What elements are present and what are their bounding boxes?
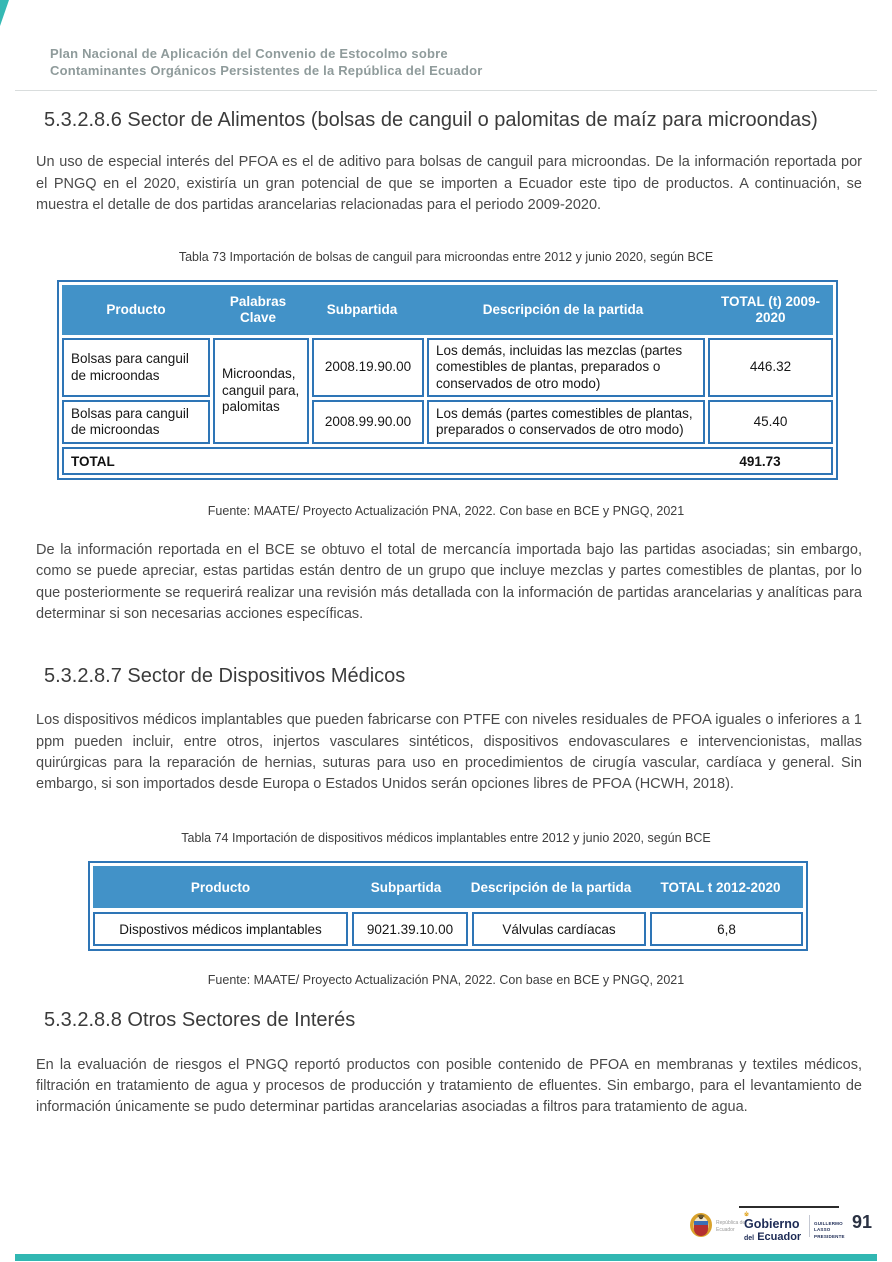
tabla73-col-palabras-clave: Palabras Clave (229, 293, 287, 325)
tabla73-row1-producto: Bolsas para canguil de microondas (62, 338, 210, 397)
tabla74-col-subpartida: Subpartida (370, 879, 442, 895)
page-number: 91 (852, 1212, 873, 1232)
tabla74-col-producto: Producto (190, 879, 251, 895)
tabla74-body (93, 912, 803, 946)
tabla73-row1-subpartida: 2008.19.90.00 (312, 338, 424, 397)
tabla73-row2-total: 45.40 (708, 400, 833, 444)
gobierno-logo-del: del (744, 1234, 755, 1242)
tabla73-total-value: 491.73 (739, 453, 781, 469)
section-title-otros: 5.3.2.8.8 Otros Sectores de Interés (44, 1009, 356, 1032)
paragraph-dispositivos: Los dispositivos médicos implantables que pueden fabricarse con PTFE con niveles residuales de PFOA iguales o inferiores a 1 ppm pueden incluir, entre otros, injertos vasculares sintéticos, dispositivos endovasculares e intervencionistas, mallas quirúrgicas para la reparación de hernias, suturas para uso en procedimientos de cirugía vascular, cardíaca y general. Sin embargo, si son importados desde Europa o Estados Unidos serán opciones libres de PFOA (HCWH, 2018). (36, 712, 862, 792)
tabla74 (88, 861, 808, 951)
presidente-name: GUILLERMO LASSO (814, 1221, 843, 1233)
tabla73-body (62, 338, 833, 475)
tabla74-row-producto: Dispostivos médicos implantables (93, 912, 348, 946)
republica-del-ecuador-label: República del Ecuador (716, 1220, 747, 1233)
tabla74-row-total: 6,8 (650, 912, 803, 946)
running-header-line1: Plan Nacional de Aplicación del Convenio de Estocolmo sobre (50, 46, 448, 61)
tabla73-col-producto: Producto (106, 301, 166, 317)
tabla73-col-subpartida: Subpartida (326, 301, 398, 317)
presidente-title: PRESIDENTE (814, 1233, 845, 1239)
gobierno-logo-mark-icon: ※ (744, 1212, 750, 1218)
tabla74-row-subpartida: 9021.39.10.00 (352, 912, 468, 946)
tabla73-row1-descripcion: Los demás, incluidas las mezclas (partes comestibles de plantas, preparados o conservados de otro modo) (427, 338, 705, 397)
header-divider (15, 90, 877, 91)
tabla73-col-descripcion: Descripción de la partida (482, 301, 644, 317)
tabla73-row2-producto: Bolsas para canguil de microondas (62, 400, 210, 444)
teal-corner-accent (0, 0, 9, 26)
tabla73-caption: Tabla 73 Importación de bolsas de canguil para microondas entre 2012 y junio 2020, según BCE (178, 249, 714, 264)
presidente-label (814, 1221, 848, 1240)
gobierno-logo-ecuador: Ecuador (757, 1230, 802, 1243)
gobierno-logo-line1: Gobierno (744, 1217, 800, 1231)
tabla73-fuente: Fuente: MAATE/ Proyecto Actualización PNA, 2022. Con base en BCE y PNGQ, 2021 (207, 504, 685, 519)
running-header (50, 46, 832, 80)
tabla73-row2-descripcion: Los demás (partes comestibles de plantas, preparados o conservados de otro modo) (427, 400, 705, 444)
tabla73-header-row (62, 285, 833, 335)
tabla73 (57, 280, 838, 480)
tabla73-row1-total: 446.32 (708, 338, 833, 397)
tabla73-palabras-clave-cell: Microondas, canguil para, palomitas (213, 338, 309, 444)
tabla73-total-row (62, 447, 833, 475)
section-title-dispositivos: 5.3.2.8.7 Sector de Dispositivos Médicos (44, 664, 406, 687)
ecuador-coat-of-arms-icon (688, 1212, 714, 1243)
running-header-line2: Contaminantes Orgánicos Persistentes de la República del Ecuador (50, 62, 483, 78)
tabla73-total-label: TOTAL (71, 453, 115, 469)
section-title-alimentos: 5.3.2.8.6 Sector de Alimentos (bolsas de canguil o palomitas de maíz para microondas) (44, 108, 818, 131)
tabla74-fuente: Fuente: MAATE/ Proyecto Actualización PNA, 2022. Con base en BCE y PNGQ, 2021 (207, 973, 685, 988)
tabla73-col-total: TOTAL (t) 2009-2020 (720, 293, 820, 325)
paragraph-bce: De la información reportada en el BCE se obtuvo el total de mercancía importada bajo las partidas asociadas; sin embargo, como se puede apreciar, estas partidas están dentro de un grupo que incluye mezclas y partes comestibles de plantas, por lo que posteriormente se requerirá realizar una revisión más detallada con la información de partidas arancelarias y analíticas para determinar si son necesarias acciones específicas. (36, 542, 862, 622)
tabla73-row2-subpartida: 2008.99.90.00 (312, 400, 424, 444)
footer-logo-separator (809, 1215, 810, 1237)
tabla74-caption: Tabla 74 Importación de dispositivos médicos implantables entre 2012 y junio 2020, según BCE (181, 831, 711, 846)
footer-divider-line (739, 1206, 839, 1208)
tabla74-header-row (93, 866, 803, 908)
gobierno-logo-line2 (744, 1231, 801, 1243)
tabla74-row-descripcion: Válvulas cardíacas (472, 912, 646, 946)
paragraph-alimentos: Un uso de especial interés del PFOA es el de aditivo para bolsas de canguil para microondas. De la información reportada por el PNGQ en el 2020, existiría un gran potencial de que se importen a Ecuador este tipo de productos. A continuación, se muestra el detalle de dos partidas arancelarias relacionadas para el periodo 2009-2020. (36, 154, 862, 213)
tabla74-col-descripcion: Descripción de la partida (470, 879, 632, 895)
gobierno-del-ecuador-logo (744, 1212, 801, 1243)
tabla74-col-total: TOTAL t 2012-2020 (660, 879, 781, 895)
paragraph-otros: En la evaluación de riesgos el PNGQ reportó productos con posible contenido de PFOA en membranas y textiles médicos, filtración en tratamiento de agua y procesos de producción y tratamiento de efluentes. Sin embargo, para el levantamiento de información únicamente se pudo determinar partidas arancelarias asociadas a filtros para tratamiento de agua. (36, 1056, 862, 1115)
bottom-teal-bar (15, 1254, 877, 1261)
